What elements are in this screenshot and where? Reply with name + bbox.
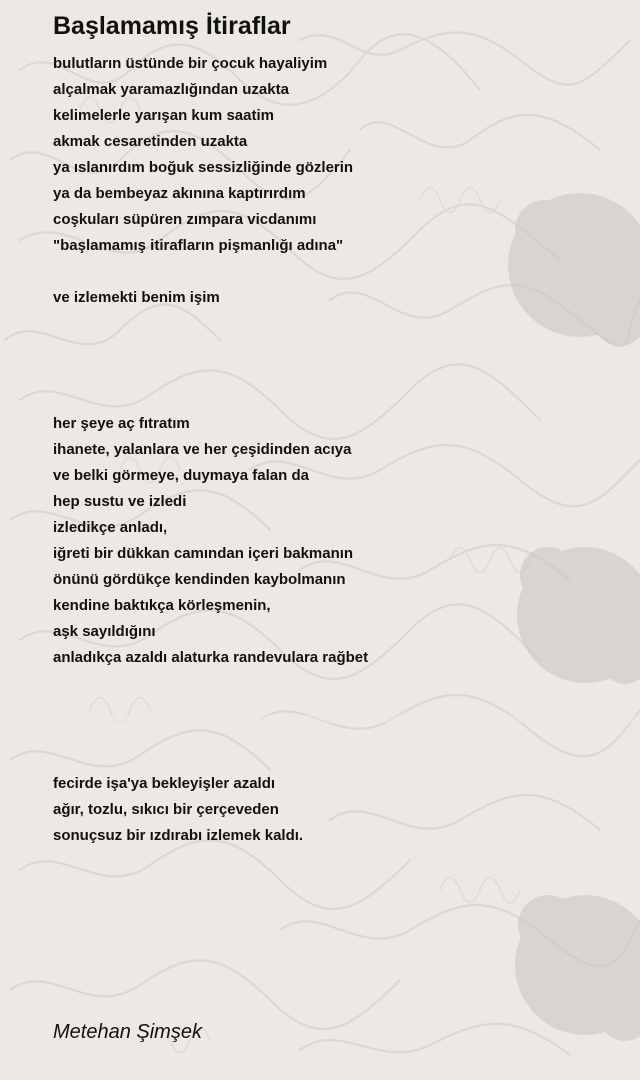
- poem-line: her şeye aç fıtratım: [53, 415, 190, 432]
- poem-line: izledikçe anladı,: [53, 519, 168, 536]
- poem-line: ya ıslanırdım boğuk sessizliğinde gözlerin: [53, 159, 354, 176]
- poem-line: kendine baktıkça körleşmenin,: [53, 597, 271, 614]
- poem-line: ve izlemekti benim işim: [53, 289, 220, 306]
- poem-line: fecirde işa'ya bekleyişler azaldı: [53, 775, 276, 792]
- poem-line: kelimelerle yarışan kum saatim: [53, 107, 274, 124]
- poem-line: ya da bembeyaz akınına kaptırırdım: [53, 185, 306, 202]
- poem-line: sonuçsuz bir ızdırabı izlemek kaldı.: [53, 827, 304, 844]
- poem-line: "başlamamış itirafların pişmanlığı adına": [53, 237, 344, 254]
- poem-line: akmak cesaretinden uzakta: [53, 133, 248, 150]
- poem-line: önünü gördükçe kendinden kaybolmanın: [53, 571, 346, 588]
- poem-author: Metehan Şimşek: [53, 1021, 202, 1043]
- poem-line: ihanete, yalanlara ve her çeşidinden acıya: [53, 441, 352, 458]
- poem-line: ağır, tozlu, sıkıcı bir çerçeveden: [53, 801, 279, 818]
- poem-line: iğreti bir dükkan camından içeri bakmanın: [53, 545, 354, 562]
- poem-line: anladıkça azaldı alaturka randevulara rağbet: [53, 649, 369, 666]
- poem-title: Başlamamış İtiraflar: [53, 12, 291, 40]
- poem-line: ve belki görmeye, duymaya falan da: [53, 467, 309, 484]
- poem-line: aşk sayıldığını: [53, 623, 156, 640]
- poem-line: coşkuları süpüren zımpara vicdanımı: [53, 211, 317, 228]
- poem-line: hep sustu ve izledi: [53, 493, 187, 510]
- ink-blot-group: [508, 193, 640, 1041]
- poem-line: bulutların üstünde bir çocuk hayaliyim: [53, 55, 328, 72]
- poem-line: alçalmak yaramazlığından uzakta: [53, 81, 289, 98]
